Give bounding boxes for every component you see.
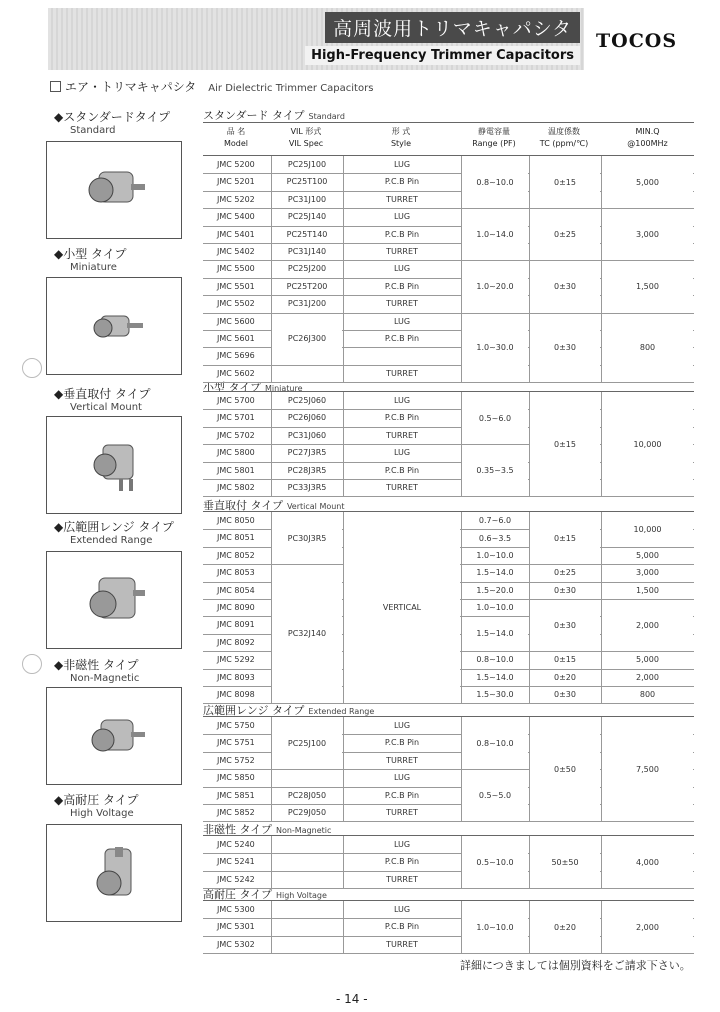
vil-cell: PC31J100: [287, 194, 327, 204]
model-cell: JMC 5300: [217, 905, 255, 914]
model-cell: JMC 5751: [217, 738, 255, 748]
merged-cell: 0±20: [530, 670, 600, 685]
merged-cell: 1.0~30.0: [462, 314, 528, 382]
vil-cell: [271, 853, 343, 870]
merged-cell: 0.5~5.0: [462, 770, 528, 820]
header-banner: [48, 8, 584, 70]
section-title-standard: スタンダード タイプ Standard: [203, 109, 345, 122]
model-cell: JMC 5292: [217, 655, 255, 665]
vil-cell: PC25J140: [287, 212, 327, 222]
style-cell: TURRET: [386, 430, 418, 440]
model-cell: JMC 5240: [217, 840, 255, 849]
style-cell: TURRET: [386, 299, 418, 309]
merged-cell: 0±25: [530, 209, 600, 259]
table-section: [203, 511, 694, 704]
model-cell: JMC 5201: [217, 177, 255, 187]
merged-cell: 0.5~10.0: [462, 837, 528, 887]
vil-cell: [271, 901, 343, 918]
vil-cell: PC25J060: [287, 396, 327, 405]
style-cell: LUG: [393, 264, 411, 274]
merged-cell: 1.5~14.0: [462, 565, 528, 580]
merged-cell: 3,000: [602, 209, 693, 259]
style-cell: TURRET: [386, 368, 418, 378]
vil-cell: PC25T140: [286, 229, 328, 239]
column-divider: [343, 901, 344, 953]
style-cell: LUG: [393, 160, 411, 169]
vil-cell: [271, 918, 343, 935]
merged-cell: 0.6~3.5: [462, 530, 528, 545]
merged-cell: 1.0~10.0: [462, 902, 528, 952]
model-cell: JMC 5500: [217, 264, 255, 274]
model-cell: JMC 5750: [217, 721, 255, 730]
merged-cell: 0.8~10.0: [462, 718, 528, 768]
column-divider: [343, 156, 344, 382]
vil-cell: PC26J060: [287, 413, 327, 423]
merged-cell: 0.8~10.0: [462, 157, 528, 207]
merged-cell: 1.0~10.0: [462, 600, 528, 615]
merged-cell: 800: [602, 687, 693, 702]
sidebar-label-extended: ◆広範囲レンジ タイプ Extended Range: [54, 520, 174, 546]
merged-cell: 0.5~6.0: [462, 393, 528, 443]
column-divider: [343, 836, 344, 888]
merged-cell: 0±30: [530, 600, 600, 650]
vil-cell: PC31J140: [287, 247, 327, 256]
merged-cell: 0±30: [530, 261, 600, 311]
merged-cell: 50±50: [530, 837, 600, 887]
vil-cell: PC25J100: [287, 160, 327, 169]
section-title-miniature: 小型 タイプ Miniature: [203, 381, 303, 394]
photo-miniature: [46, 277, 182, 375]
section-title-highvoltage: 高耐圧 タイプ High Voltage: [203, 888, 327, 901]
vil-cell: [271, 365, 343, 382]
style-cell: P.C.B Pin: [384, 738, 420, 748]
model-cell: JMC 5752: [217, 755, 255, 765]
style-cell: LUG: [393, 396, 411, 405]
merged-cell: 0±50: [530, 718, 600, 820]
style-cell: TURRET: [386, 939, 418, 949]
vil-cell: PC27J3R5: [287, 448, 327, 458]
merged-cell: 0±15: [530, 652, 600, 667]
merged-cell: 0±15: [530, 157, 600, 207]
model-cell: JMC 5801: [217, 465, 255, 475]
style-cell: LUG: [393, 905, 411, 914]
merged-cell: 2,000: [602, 670, 693, 685]
vil-cell: [271, 769, 343, 786]
col-q: MIN.Q @100MHz: [627, 127, 668, 148]
sidebar-label-highvoltage: ◆高耐圧 タイプ High Voltage: [54, 793, 139, 819]
model-cell: JMC 5701: [217, 413, 255, 423]
footer-note: 詳細につきましては個別資料をご請求下さい。: [460, 959, 691, 972]
photo-nonmagnetic: [46, 687, 182, 785]
binder-hole-bottom: [22, 654, 42, 674]
column-divider: [271, 392, 272, 496]
model-cell: JMC 5602: [217, 368, 255, 378]
column-divider: [271, 836, 272, 888]
model-cell: JMC 8050: [217, 516, 255, 525]
style-cell: P.C.B Pin: [384, 413, 420, 423]
merged-cell: PC25J100: [272, 718, 342, 768]
model-cell: JMC 8052: [217, 550, 255, 560]
style-cell: P.C.B Pin: [384, 465, 420, 475]
style-cell: TURRET: [386, 874, 418, 884]
vil-cell: PC25J200: [287, 264, 327, 274]
merged-cell: PC26J300: [272, 314, 342, 364]
vil-cell: PC25T200: [286, 281, 328, 291]
style-cell: P.C.B Pin: [384, 229, 420, 239]
style-cell: TURRET: [386, 247, 418, 256]
style-cell: LUG: [393, 448, 411, 458]
merged-cell: 0±30: [530, 687, 600, 702]
merged-cell: VERTICAL: [344, 513, 460, 702]
table-section: [203, 155, 694, 383]
model-cell: JMC 5700: [217, 396, 255, 405]
merged-cell: 2,000: [602, 902, 693, 952]
checkbox-icon: [50, 81, 61, 92]
merged-cell: 0±30: [530, 583, 600, 598]
sidebar-label-miniature: ◆小型 タイプ Miniature: [54, 247, 127, 273]
model-cell: JMC 5400: [217, 212, 255, 222]
merged-cell: 0.35~3.5: [462, 445, 528, 495]
style-cell: LUG: [393, 212, 411, 222]
merged-cell: 0.8~10.0: [462, 652, 528, 667]
model-cell: JMC 5702: [217, 430, 255, 440]
merged-cell: 2,000: [602, 600, 693, 650]
col-tc: 温度係数 TC (ppm/℃): [539, 127, 589, 148]
model-cell: JMC 5601: [217, 334, 255, 343]
model-cell: JMC 5850: [217, 773, 255, 783]
model-cell: JMC 5242: [217, 874, 255, 884]
section-title-nonmagnetic: 非磁性 タイプ Non-Magnetic: [203, 823, 332, 836]
vil-cell: PC28J3R5: [287, 465, 327, 475]
col-vil: VIL 形式 VIL Spec: [288, 127, 324, 148]
sidebar-label-vertical: ◆垂直取付 タイプ Vertical Mount: [54, 387, 151, 413]
vil-cell: PC31J060: [287, 430, 327, 440]
style-cell: P.C.B Pin: [384, 857, 420, 867]
model-cell: JMC 5600: [217, 316, 255, 326]
model-cell: JMC 5202: [217, 194, 255, 204]
merged-cell: 5,000: [602, 157, 693, 207]
merged-cell: PC30J3R5: [272, 513, 342, 563]
merged-cell: 7,500: [602, 718, 693, 820]
sidebar-label-nonmagnetic: ◆非磁性 タイプ Non-Magnetic: [54, 658, 140, 684]
page-number: - 14 -: [336, 992, 368, 1006]
style-cell: LUG: [393, 316, 411, 326]
model-cell: JMC 8054: [217, 585, 255, 595]
style-cell: TURRET: [386, 808, 418, 817]
merged-cell: 1,500: [602, 261, 693, 311]
table-section: [203, 716, 694, 822]
model-cell: JMC 8093: [217, 672, 255, 682]
model-cell: JMC 5502: [217, 299, 255, 309]
col-model: 品 名 Model: [223, 127, 249, 148]
model-cell: JMC 5401: [217, 229, 255, 239]
style-cell: P.C.B Pin: [384, 334, 420, 343]
style-cell: LUG: [393, 773, 411, 783]
table-section: [203, 900, 694, 954]
photo-standard: [46, 141, 182, 239]
model-cell: JMC 5851: [217, 790, 255, 800]
col-style: 形 式 Style: [390, 127, 412, 148]
vil-cell: [271, 936, 343, 953]
section-title-extended: 広範囲レンジ タイプ Extended Range: [203, 704, 375, 717]
merged-cell: 1.5~20.0: [462, 583, 528, 598]
vil-cell: PC29J050: [287, 808, 327, 817]
style-cell: TURRET: [386, 755, 418, 765]
vil-cell: [271, 871, 343, 888]
style-cell: LUG: [393, 721, 411, 730]
sidebar-label-standard: ◆スタンダードタイプ Standard: [54, 110, 171, 136]
table-section: [203, 391, 694, 497]
style-cell: TURRET: [386, 194, 418, 204]
model-cell: JMC 5852: [217, 808, 255, 817]
model-cell: JMC 5800: [217, 448, 255, 458]
model-cell: JMC 5802: [217, 483, 255, 492]
model-cell: JMC 8092: [217, 637, 255, 647]
table-section: [203, 835, 694, 889]
merged-cell: 3,000: [602, 565, 693, 580]
style-cell: P.C.B Pin: [384, 790, 420, 800]
column-divider: [271, 901, 272, 953]
merged-cell: PC32J140: [272, 565, 342, 702]
merged-cell: 1.5~30.0: [462, 687, 528, 702]
merged-cell: 10,000: [602, 393, 693, 495]
style-cell: TURRET: [386, 483, 418, 492]
section-title-vertical: 垂直取付 タイプ Vertical Mount: [203, 499, 345, 512]
merged-cell: 1.0~14.0: [462, 209, 528, 259]
merged-cell: 4,000: [602, 837, 693, 887]
model-cell: JMC 5241: [217, 857, 255, 867]
model-cell: JMC 8051: [217, 533, 255, 543]
model-cell: JMC 8091: [217, 620, 255, 630]
style-cell: [343, 347, 461, 364]
merged-cell: 0±20: [530, 902, 600, 952]
category-jp: エア・トリマキャパシタ: [65, 80, 197, 94]
merged-cell: 800: [602, 314, 693, 382]
merged-cell: 1,500: [602, 583, 693, 598]
photo-vertical: [46, 416, 182, 514]
model-cell: JMC 5696: [217, 351, 255, 361]
merged-cell: 0±30: [530, 314, 600, 382]
style-cell: LUG: [393, 840, 411, 849]
merged-cell: 0±25: [530, 565, 600, 580]
photo-extended: [46, 551, 182, 649]
style-cell: P.C.B Pin: [384, 177, 420, 187]
merged-cell: 1.0~10.0: [462, 548, 528, 563]
table-header: [203, 122, 694, 156]
photo-highvoltage: [46, 824, 182, 922]
model-cell: JMC 5402: [217, 247, 255, 256]
merged-cell: 1.0~20.0: [462, 261, 528, 311]
merged-cell: 0±15: [530, 393, 600, 495]
vil-cell: PC28J050: [287, 790, 327, 800]
model-cell: JMC 5301: [217, 922, 255, 932]
vil-cell: PC33J3R5: [287, 483, 327, 492]
model-cell: JMC 5302: [217, 939, 255, 949]
category-en: Air Dielectric Trimmer Capacitors: [208, 83, 374, 94]
column-divider: [343, 717, 344, 821]
model-cell: JMC 5200: [217, 160, 255, 169]
merged-cell: 0±15: [530, 513, 600, 563]
vil-cell: PC31J200: [287, 299, 327, 309]
vil-cell: PC25T100: [286, 177, 328, 187]
merged-cell: 1.5~14.0: [462, 617, 528, 650]
title-jp: 高周波用トリマキャパシタ: [325, 12, 580, 43]
merged-cell: 0.7~6.0: [462, 513, 528, 528]
title-en: High-Frequency Trimmer Capacitors: [305, 46, 580, 65]
style-cell: P.C.B Pin: [384, 281, 420, 291]
col-range: 静電容量 Range (PF): [472, 127, 516, 148]
style-cell: P.C.B Pin: [384, 922, 420, 932]
merged-cell: 10,000: [602, 513, 693, 546]
merged-cell: 5,000: [602, 548, 693, 563]
category-heading: [50, 78, 373, 95]
binder-hole-top: [22, 358, 42, 378]
column-divider: [343, 392, 344, 496]
model-cell: JMC 8090: [217, 603, 255, 612]
vil-cell: [271, 836, 343, 853]
model-cell: JMC 8053: [217, 568, 255, 578]
model-cell: JMC 5501: [217, 281, 255, 291]
brand-logo: TOCOS: [596, 30, 678, 52]
model-cell: JMC 8098: [217, 690, 255, 699]
merged-cell: 1.5~14.0: [462, 670, 528, 685]
merged-cell: 5,000: [602, 652, 693, 667]
